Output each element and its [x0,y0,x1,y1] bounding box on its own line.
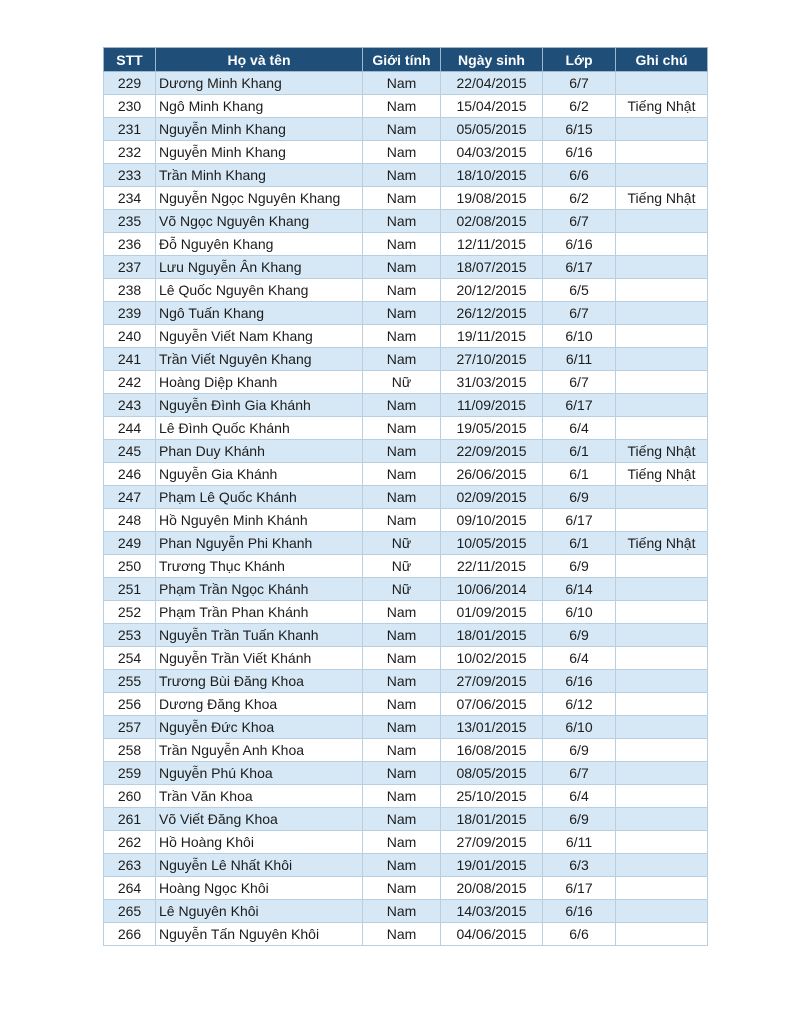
cell-full-name: Phạm Trần Ngọc Khánh [156,578,363,601]
cell-gender: Nam [363,900,441,923]
cell-note [616,348,708,371]
cell-stt: 265 [104,900,156,923]
cell-date-of-birth: 19/08/2015 [441,187,543,210]
cell-date-of-birth: 20/12/2015 [441,279,543,302]
cell-stt: 250 [104,555,156,578]
cell-gender: Nam [363,601,441,624]
table-row [104,693,708,716]
cell-class: 6/17 [543,394,616,417]
cell-stt: 259 [104,762,156,785]
table-row [104,716,708,739]
header-stt: STT [104,48,156,72]
table-row [104,877,708,900]
cell-full-name: Phạm Lê Quốc Khánh [156,486,363,509]
cell-note [616,716,708,739]
cell-class: 6/6 [543,923,616,946]
cell-full-name: Trần Minh Khang [156,164,363,187]
cell-stt: 264 [104,877,156,900]
cell-date-of-birth: 02/08/2015 [441,210,543,233]
cell-note [616,693,708,716]
table-row [104,486,708,509]
header-gender: Giới tính [363,48,441,72]
cell-gender: Nam [363,509,441,532]
cell-date-of-birth: 11/09/2015 [441,394,543,417]
cell-note [616,601,708,624]
cell-gender: Nam [363,72,441,95]
cell-full-name: Lê Nguyên Khôi [156,900,363,923]
cell-date-of-birth: 10/06/2014 [441,578,543,601]
cell-stt: 240 [104,325,156,348]
cell-date-of-birth: 26/12/2015 [441,302,543,325]
cell-class: 6/16 [543,670,616,693]
cell-full-name: Nguyễn Minh Khang [156,118,363,141]
table-row [104,739,708,762]
cell-gender: Nam [363,394,441,417]
cell-date-of-birth: 19/01/2015 [441,854,543,877]
cell-gender: Nam [363,785,441,808]
cell-gender: Nam [363,923,441,946]
cell-gender: Nam [363,808,441,831]
cell-date-of-birth: 04/06/2015 [441,923,543,946]
cell-full-name: Trần Nguyễn Anh Khoa [156,739,363,762]
cell-gender: Nam [363,256,441,279]
table-row [104,854,708,877]
cell-note [616,808,708,831]
cell-class: 6/4 [543,785,616,808]
cell-class: 6/7 [543,210,616,233]
cell-note [616,854,708,877]
cell-stt: 262 [104,831,156,854]
cell-full-name: Trần Văn Khoa [156,785,363,808]
cell-note: Tiếng Nhật [616,440,708,463]
table-row [104,302,708,325]
cell-date-of-birth: 01/09/2015 [441,601,543,624]
cell-gender: Nam [363,624,441,647]
cell-full-name: Hồ Hoàng Khôi [156,831,363,854]
cell-date-of-birth: 14/03/2015 [441,900,543,923]
table-row [104,95,708,118]
cell-gender: Nam [363,210,441,233]
cell-gender: Nam [363,670,441,693]
header-note: Ghi chú [616,48,708,72]
cell-stt: 242 [104,371,156,394]
table-row [104,624,708,647]
cell-full-name: Trương Bùi Đăng Khoa [156,670,363,693]
cell-class: 6/9 [543,555,616,578]
cell-class: 6/17 [543,877,616,900]
cell-class: 6/7 [543,371,616,394]
cell-stt: 232 [104,141,156,164]
cell-full-name: Nguyễn Gia Khánh [156,463,363,486]
cell-class: 6/6 [543,164,616,187]
cell-date-of-birth: 15/04/2015 [441,95,543,118]
cell-gender: Nam [363,877,441,900]
table-row [104,808,708,831]
cell-full-name: Nguyễn Đình Gia Khánh [156,394,363,417]
cell-full-name: Nguyễn Lê Nhất Khôi [156,854,363,877]
cell-full-name: Nguyễn Ngọc Nguyên Khang [156,187,363,210]
cell-gender: Nam [363,716,441,739]
table-row [104,923,708,946]
cell-full-name: Lê Quốc Nguyên Khang [156,279,363,302]
cell-date-of-birth: 13/01/2015 [441,716,543,739]
cell-date-of-birth: 26/06/2015 [441,463,543,486]
table-row [104,348,708,371]
cell-full-name: Ngô Tuấn Khang [156,302,363,325]
cell-date-of-birth: 20/08/2015 [441,877,543,900]
cell-class: 6/3 [543,854,616,877]
cell-class: 6/7 [543,762,616,785]
cell-date-of-birth: 19/05/2015 [441,417,543,440]
table-row [104,325,708,348]
cell-full-name: Võ Ngọc Nguyên Khang [156,210,363,233]
cell-stt: 229 [104,72,156,95]
cell-class: 6/4 [543,417,616,440]
table-row [104,440,708,463]
table-row [104,509,708,532]
cell-date-of-birth: 07/06/2015 [441,693,543,716]
cell-date-of-birth: 22/11/2015 [441,555,543,578]
table-row [104,532,708,555]
cell-class: 6/2 [543,187,616,210]
cell-stt: 246 [104,463,156,486]
cell-note [616,394,708,417]
cell-stt: 233 [104,164,156,187]
cell-full-name: Nguyễn Phú Khoa [156,762,363,785]
cell-stt: 245 [104,440,156,463]
cell-full-name: Ngô Minh Khang [156,95,363,118]
cell-class: 6/5 [543,279,616,302]
cell-class: 6/9 [543,486,616,509]
cell-stt: 256 [104,693,156,716]
cell-class: 6/17 [543,256,616,279]
cell-gender: Nam [363,187,441,210]
table-row [104,187,708,210]
cell-date-of-birth: 08/05/2015 [441,762,543,785]
cell-note [616,417,708,440]
cell-stt: 254 [104,647,156,670]
table-row [104,118,708,141]
cell-class: 6/14 [543,578,616,601]
cell-class: 6/16 [543,141,616,164]
cell-stt: 248 [104,509,156,532]
cell-note [616,762,708,785]
cell-note [616,371,708,394]
cell-note [616,256,708,279]
cell-class: 6/9 [543,624,616,647]
table-row [104,647,708,670]
cell-note [616,164,708,187]
table-row [104,555,708,578]
table-row [104,279,708,302]
cell-date-of-birth: 27/09/2015 [441,670,543,693]
cell-note [616,118,708,141]
cell-gender: Nam [363,118,441,141]
cell-note [616,877,708,900]
cell-full-name: Lưu Nguyễn Ân Khang [156,256,363,279]
cell-full-name: Nguyễn Đức Khoa [156,716,363,739]
header-class: Lớp [543,48,616,72]
cell-full-name: Lê Đình Quốc Khánh [156,417,363,440]
cell-stt: 237 [104,256,156,279]
cell-stt: 252 [104,601,156,624]
cell-date-of-birth: 27/09/2015 [441,831,543,854]
cell-date-of-birth: 16/08/2015 [441,739,543,762]
header-full-name: Họ và tên [156,48,363,72]
table-row [104,417,708,440]
cell-note [616,279,708,302]
cell-note [616,210,708,233]
cell-note [616,739,708,762]
cell-date-of-birth: 12/11/2015 [441,233,543,256]
cell-date-of-birth: 22/09/2015 [441,440,543,463]
cell-note [616,578,708,601]
cell-gender: Nam [363,647,441,670]
cell-stt: 230 [104,95,156,118]
table-header-row [104,48,708,72]
header-date-of-birth: Ngày sinh [441,48,543,72]
cell-note [616,555,708,578]
cell-stt: 251 [104,578,156,601]
cell-full-name: Hoàng Ngọc Khôi [156,877,363,900]
cell-gender: Nữ [363,578,441,601]
cell-date-of-birth: 31/03/2015 [441,371,543,394]
cell-stt: 244 [104,417,156,440]
table-row [104,141,708,164]
cell-stt: 263 [104,854,156,877]
cell-note [616,670,708,693]
cell-date-of-birth: 09/10/2015 [441,509,543,532]
cell-class: 6/16 [543,900,616,923]
cell-full-name: Nguyễn Minh Khang [156,141,363,164]
cell-class: 6/11 [543,831,616,854]
cell-stt: 231 [104,118,156,141]
cell-class: 6/1 [543,463,616,486]
cell-full-name: Dương Minh Khang [156,72,363,95]
cell-date-of-birth: 19/11/2015 [441,325,543,348]
cell-date-of-birth: 18/01/2015 [441,808,543,831]
cell-full-name: Dương Đăng Khoa [156,693,363,716]
cell-note [616,900,708,923]
cell-note [616,624,708,647]
cell-class: 6/2 [543,95,616,118]
cell-gender: Nam [363,440,441,463]
cell-stt: 241 [104,348,156,371]
cell-note [616,302,708,325]
cell-gender: Nam [363,95,441,118]
table-row [104,601,708,624]
cell-class: 6/15 [543,118,616,141]
cell-class: 6/17 [543,509,616,532]
cell-date-of-birth: 10/05/2015 [441,532,543,555]
cell-note [616,923,708,946]
cell-class: 6/4 [543,647,616,670]
cell-note [616,233,708,256]
cell-stt: 266 [104,923,156,946]
cell-note [616,831,708,854]
cell-gender: Nam [363,854,441,877]
cell-date-of-birth: 05/05/2015 [441,118,543,141]
cell-date-of-birth: 18/07/2015 [441,256,543,279]
cell-full-name: Nguyễn Tấn Nguyên Khôi [156,923,363,946]
cell-full-name: Nguyễn Trần Viết Khánh [156,647,363,670]
cell-stt: 234 [104,187,156,210]
cell-note: Tiếng Nhật [616,463,708,486]
cell-gender: Nữ [363,555,441,578]
cell-note [616,72,708,95]
cell-date-of-birth: 22/04/2015 [441,72,543,95]
cell-gender: Nam [363,233,441,256]
cell-full-name: Nguyễn Viết Nam Khang [156,325,363,348]
cell-full-name: Hoàng Diệp Khanh [156,371,363,394]
cell-stt: 258 [104,739,156,762]
cell-date-of-birth: 18/10/2015 [441,164,543,187]
cell-note: Tiếng Nhật [616,532,708,555]
cell-class: 6/7 [543,72,616,95]
cell-gender: Nam [363,693,441,716]
table-row [104,762,708,785]
cell-gender: Nam [363,164,441,187]
cell-stt: 261 [104,808,156,831]
cell-note [616,325,708,348]
cell-class: 6/16 [543,233,616,256]
cell-stt: 247 [104,486,156,509]
cell-class: 6/10 [543,601,616,624]
cell-full-name: Nguyễn Trần Tuấn Khanh [156,624,363,647]
cell-stt: 238 [104,279,156,302]
cell-stt: 235 [104,210,156,233]
cell-class: 6/1 [543,440,616,463]
cell-class: 6/7 [543,302,616,325]
cell-class: 6/1 [543,532,616,555]
cell-stt: 239 [104,302,156,325]
cell-full-name: Phan Nguyễn Phi Khanh [156,532,363,555]
table-row [104,463,708,486]
cell-date-of-birth: 02/09/2015 [441,486,543,509]
table-body [104,72,708,946]
table-row [104,233,708,256]
cell-gender: Nữ [363,532,441,555]
cell-date-of-birth: 25/10/2015 [441,785,543,808]
cell-note [616,647,708,670]
cell-class: 6/11 [543,348,616,371]
table-row [104,164,708,187]
table-row [104,900,708,923]
cell-class: 6/9 [543,808,616,831]
table-row [104,670,708,693]
cell-full-name: Trần Viết Nguyên Khang [156,348,363,371]
cell-full-name: Phan Duy Khánh [156,440,363,463]
cell-gender: Nam [363,141,441,164]
cell-note [616,141,708,164]
cell-gender: Nam [363,486,441,509]
cell-stt: 249 [104,532,156,555]
cell-full-name: Phạm Trần Phan Khánh [156,601,363,624]
cell-date-of-birth: 18/01/2015 [441,624,543,647]
table-row [104,371,708,394]
table-row [104,256,708,279]
cell-gender: Nam [363,325,441,348]
cell-class: 6/12 [543,693,616,716]
cell-date-of-birth: 04/03/2015 [441,141,543,164]
cell-full-name: Hồ Nguyên Minh Khánh [156,509,363,532]
table-row [104,831,708,854]
cell-class: 6/10 [543,716,616,739]
cell-stt: 236 [104,233,156,256]
cell-date-of-birth: 27/10/2015 [441,348,543,371]
cell-full-name: Võ Viết Đăng Khoa [156,808,363,831]
cell-stt: 255 [104,670,156,693]
cell-stt: 257 [104,716,156,739]
cell-gender: Nam [363,279,441,302]
cell-gender: Nam [363,739,441,762]
cell-gender: Nam [363,463,441,486]
cell-note: Tiếng Nhật [616,95,708,118]
cell-gender: Nam [363,417,441,440]
cell-note [616,785,708,808]
cell-gender: Nữ [363,371,441,394]
table-row [104,210,708,233]
cell-class: 6/9 [543,739,616,762]
cell-gender: Nam [363,762,441,785]
cell-note [616,509,708,532]
cell-note: Tiếng Nhật [616,187,708,210]
cell-gender: Nam [363,302,441,325]
table-row [104,394,708,417]
cell-stt: 260 [104,785,156,808]
cell-gender: Nam [363,348,441,371]
cell-note [616,486,708,509]
cell-full-name: Đỗ Nguyên Khang [156,233,363,256]
cell-date-of-birth: 10/02/2015 [441,647,543,670]
cell-full-name: Trương Thục Khánh [156,555,363,578]
table-row [104,785,708,808]
cell-gender: Nam [363,831,441,854]
student-roster-table [103,47,708,946]
cell-class: 6/10 [543,325,616,348]
table-row [104,578,708,601]
cell-stt: 253 [104,624,156,647]
cell-stt: 243 [104,394,156,417]
table-row [104,72,708,95]
